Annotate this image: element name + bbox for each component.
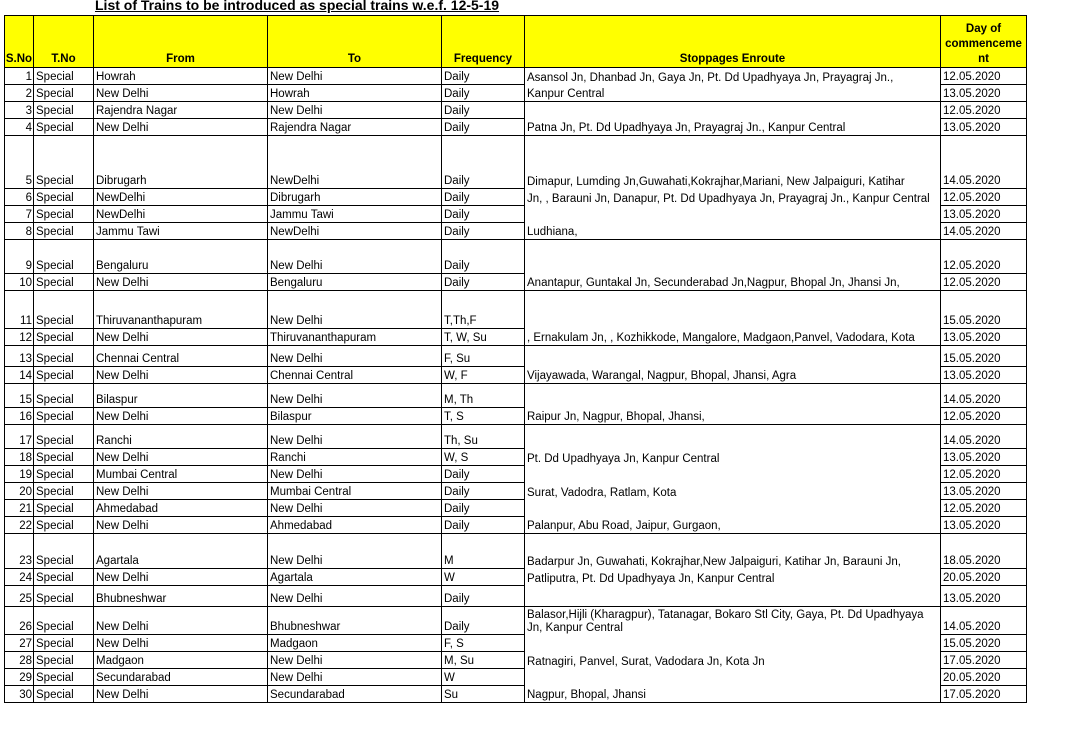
row-from: Ahmedabad <box>94 500 268 517</box>
row-to: Ahmedabad <box>268 517 442 534</box>
row-sno: 24 <box>5 569 34 586</box>
row-stoppages <box>525 102 941 119</box>
table-row <box>5 367 1027 384</box>
row-to: Rajendra Nagar <box>268 119 442 136</box>
table-row <box>5 466 1027 483</box>
row-sno: 2 <box>5 85 34 102</box>
row-from: New Delhi <box>94 85 268 102</box>
row-sno: 27 <box>5 635 34 652</box>
table-row <box>5 449 1027 466</box>
header-to: To <box>268 16 442 68</box>
row-sno: 16 <box>5 408 34 425</box>
row-stoppages: , Ernakulam Jn, , Kozhikkode, Mangalore, Madgaon,Panvel, Vadodara, Kota <box>525 329 941 346</box>
row-sno: 11 <box>5 291 34 329</box>
row-tno: Special <box>34 291 94 329</box>
row-tno: Special <box>34 408 94 425</box>
row-to: New Delhi <box>268 425 442 449</box>
row-to: Bengaluru <box>268 274 442 291</box>
row-tno: Special <box>34 367 94 384</box>
row-from: NewDelhi <box>94 189 268 206</box>
row-stoppages: Balasor,Hijli (Kharagpur), Tatanagar, Bokaro Stl City, Gaya, Pt. Dd Upadhyaya Jn, Kanpur Central <box>525 607 941 635</box>
row-frequency: Daily <box>442 517 525 534</box>
row-to: NewDelhi <box>268 136 442 189</box>
row-date: 15.05.2020 <box>941 346 1027 367</box>
row-from: Howrah <box>94 68 268 85</box>
row-sno: 19 <box>5 466 34 483</box>
row-from: NewDelhi <box>94 206 268 223</box>
row-stoppages <box>525 240 941 274</box>
table-row <box>5 500 1027 517</box>
row-from: New Delhi <box>94 119 268 136</box>
row-stoppages <box>525 425 941 449</box>
row-stoppages <box>525 466 941 483</box>
row-frequency: T, W, Su <box>442 329 525 346</box>
row-tno: Special <box>34 483 94 500</box>
row-frequency: M, Su <box>442 652 525 669</box>
table-row <box>5 240 1027 274</box>
row-to: New Delhi <box>268 534 442 569</box>
row-tno: Special <box>34 425 94 449</box>
table-row <box>5 669 1027 686</box>
row-date: 12.05.2020 <box>941 500 1027 517</box>
row-tno: Special <box>34 223 94 240</box>
row-from: Bengaluru <box>94 240 268 274</box>
row-tno: Special <box>34 206 94 223</box>
row-date: 14.05.2020 <box>941 223 1027 240</box>
row-to: Howrah <box>268 85 442 102</box>
row-stoppages: Asansol Jn, Dhanbad Jn, Gaya Jn, Pt. Dd Upadhyaya Jn, Prayagraj Jn., <box>525 68 941 85</box>
row-stoppages: Ludhiana, <box>525 223 941 240</box>
trains-table <box>4 15 1027 703</box>
row-from: Dibrugarh <box>94 136 268 189</box>
header-sno: S.No <box>5 16 34 68</box>
row-date: 13.05.2020 <box>941 85 1027 102</box>
row-from: New Delhi <box>94 635 268 652</box>
row-to: New Delhi <box>268 102 442 119</box>
row-stoppages: Nagpur, Bhopal, Jhansi <box>525 686 941 703</box>
row-date: 13.05.2020 <box>941 449 1027 466</box>
table-row <box>5 346 1027 367</box>
row-from: Mumbai Central <box>94 466 268 483</box>
row-tno: Special <box>34 85 94 102</box>
row-to: New Delhi <box>268 586 442 607</box>
row-date: 20.05.2020 <box>941 569 1027 586</box>
table-row <box>5 517 1027 534</box>
row-sno: 13 <box>5 346 34 367</box>
row-tno: Special <box>34 189 94 206</box>
table-row <box>5 569 1027 586</box>
row-stoppages <box>525 669 941 686</box>
row-from: New Delhi <box>94 686 268 703</box>
header-row <box>5 16 1027 68</box>
row-sno: 26 <box>5 607 34 635</box>
row-tno: Special <box>34 240 94 274</box>
row-to: New Delhi <box>268 466 442 483</box>
row-stoppages: Patliputra, Pt. Dd Upadhyaya Jn, Kanpur Central <box>525 569 941 586</box>
row-stoppages: Pt. Dd Upadhyaya Jn, Kanpur Central <box>525 449 941 466</box>
row-from: New Delhi <box>94 449 268 466</box>
row-tno: Special <box>34 119 94 136</box>
row-stoppages <box>525 206 941 223</box>
row-stoppages: Dimapur, Lumding Jn,Guwahati,Kokrajhar,Mariani, New Jalpaiguri, Katihar <box>525 136 941 189</box>
row-tno: Special <box>34 534 94 569</box>
table-row <box>5 223 1027 240</box>
row-tno: Special <box>34 384 94 408</box>
table-row <box>5 119 1027 136</box>
row-date: 12.05.2020 <box>941 68 1027 85</box>
row-sno: 30 <box>5 686 34 703</box>
row-frequency: Daily <box>442 240 525 274</box>
row-from: Madgaon <box>94 652 268 669</box>
row-date: 14.05.2020 <box>941 384 1027 408</box>
row-frequency: Daily <box>442 483 525 500</box>
row-frequency: Daily <box>442 466 525 483</box>
table-row <box>5 483 1027 500</box>
header-frequency: Frequency <box>442 16 525 68</box>
row-stoppages: Badarpur Jn, Guwahati, Kokrajhar,New Jalpaiguri, Katihar Jn, Barauni Jn, <box>525 534 941 569</box>
row-frequency: M, Th <box>442 384 525 408</box>
row-stoppages <box>525 384 941 408</box>
row-frequency: W <box>442 569 525 586</box>
row-date: 12.05.2020 <box>941 102 1027 119</box>
row-date: 15.05.2020 <box>941 635 1027 652</box>
row-sno: 9 <box>5 240 34 274</box>
table-row <box>5 189 1027 206</box>
row-date: 12.05.2020 <box>941 408 1027 425</box>
table-row <box>5 384 1027 408</box>
row-to: New Delhi <box>268 500 442 517</box>
row-frequency: Daily <box>442 102 525 119</box>
row-tno: Special <box>34 329 94 346</box>
row-from: Rajendra Nagar <box>94 102 268 119</box>
row-frequency: T,Th,F <box>442 291 525 329</box>
row-sno: 20 <box>5 483 34 500</box>
row-frequency: F, S <box>442 635 525 652</box>
header-tno: T.No <box>34 16 94 68</box>
row-date: 12.05.2020 <box>941 274 1027 291</box>
table-row <box>5 102 1027 119</box>
row-date: 14.05.2020 <box>941 136 1027 189</box>
row-tno: Special <box>34 449 94 466</box>
row-to: New Delhi <box>268 384 442 408</box>
header-commencement: Day of commenceme nt <box>941 16 1027 68</box>
row-frequency: Daily <box>442 136 525 189</box>
table-row <box>5 291 1027 329</box>
row-tno: Special <box>34 517 94 534</box>
row-frequency: W, S <box>442 449 525 466</box>
row-sno: 5 <box>5 136 34 189</box>
row-frequency: F, Su <box>442 346 525 367</box>
row-to: Secundarabad <box>268 686 442 703</box>
row-stoppages: Raipur Jn, Nagpur, Bhopal, Jhansi, <box>525 408 941 425</box>
table-row <box>5 68 1027 85</box>
row-from: New Delhi <box>94 329 268 346</box>
row-tno: Special <box>34 68 94 85</box>
row-from: Ranchi <box>94 425 268 449</box>
row-stoppages: Ratnagiri, Panvel, Surat, Vadodara Jn, Kota Jn <box>525 652 941 669</box>
row-stoppages: Patna Jn, Pt. Dd Upadhyaya Jn, Prayagraj Jn., Kanpur Central <box>525 119 941 136</box>
row-frequency: Daily <box>442 85 525 102</box>
row-to: New Delhi <box>268 240 442 274</box>
row-frequency: Daily <box>442 607 525 635</box>
row-sno: 25 <box>5 586 34 607</box>
row-sno: 23 <box>5 534 34 569</box>
row-sno: 7 <box>5 206 34 223</box>
table-row <box>5 635 1027 652</box>
row-frequency: Daily <box>442 68 525 85</box>
row-to: Agartala <box>268 569 442 586</box>
row-to: New Delhi <box>268 669 442 686</box>
row-frequency: W <box>442 669 525 686</box>
row-stoppages: Palanpur, Abu Road, Jaipur, Gurgaon, <box>525 517 941 534</box>
row-tno: Special <box>34 635 94 652</box>
table-row <box>5 329 1027 346</box>
table-row <box>5 652 1027 669</box>
row-from: Bilaspur <box>94 384 268 408</box>
row-to: Dibrugarh <box>268 189 442 206</box>
row-sno: 8 <box>5 223 34 240</box>
row-from: Chennai Central <box>94 346 268 367</box>
row-sno: 17 <box>5 425 34 449</box>
row-sno: 29 <box>5 669 34 686</box>
row-tno: Special <box>34 102 94 119</box>
table-row <box>5 206 1027 223</box>
row-sno: 4 <box>5 119 34 136</box>
row-date: 12.05.2020 <box>941 466 1027 483</box>
row-to: Ranchi <box>268 449 442 466</box>
document-title: List of Trains to be introduced as special trains w.e.f. 12-5-19 <box>95 0 500 13</box>
row-to: Mumbai Central <box>268 483 442 500</box>
row-to: Bilaspur <box>268 408 442 425</box>
header-from: From <box>94 16 268 68</box>
row-stoppages: Surat, Vadodra, Ratlam, Kota <box>525 483 941 500</box>
row-sno: 18 <box>5 449 34 466</box>
row-date: 13.05.2020 <box>941 586 1027 607</box>
row-frequency: Daily <box>442 119 525 136</box>
row-date: 12.05.2020 <box>941 189 1027 206</box>
row-frequency: M <box>442 534 525 569</box>
row-tno: Special <box>34 466 94 483</box>
row-frequency: Daily <box>442 223 525 240</box>
row-date: 18.05.2020 <box>941 534 1027 569</box>
row-sno: 21 <box>5 500 34 517</box>
row-tno: Special <box>34 607 94 635</box>
row-tno: Special <box>34 586 94 607</box>
row-from: New Delhi <box>94 483 268 500</box>
row-from: New Delhi <box>94 569 268 586</box>
row-sno: 3 <box>5 102 34 119</box>
row-from: Agartala <box>94 534 268 569</box>
table-row <box>5 136 1027 189</box>
row-date: 13.05.2020 <box>941 119 1027 136</box>
row-to: Jammu Tawi <box>268 206 442 223</box>
row-stoppages: Jn, , Barauni Jn, Danapur, Pt. Dd Upadhyaya Jn, Prayagraj Jn., Kanpur Central <box>525 189 941 206</box>
row-stoppages: Vijayawada, Warangal, Nagpur, Bhopal, Jhansi, Agra <box>525 367 941 384</box>
table-row <box>5 607 1027 635</box>
row-tno: Special <box>34 346 94 367</box>
row-stoppages <box>525 635 941 652</box>
row-sno: 12 <box>5 329 34 346</box>
row-to: New Delhi <box>268 291 442 329</box>
row-date: 17.05.2020 <box>941 652 1027 669</box>
row-tno: Special <box>34 686 94 703</box>
row-tno: Special <box>34 500 94 517</box>
row-sno: 10 <box>5 274 34 291</box>
row-sno: 1 <box>5 68 34 85</box>
row-from: New Delhi <box>94 517 268 534</box>
row-date: 15.05.2020 <box>941 291 1027 329</box>
row-frequency: T, S <box>442 408 525 425</box>
row-date: 13.05.2020 <box>941 206 1027 223</box>
row-date: 14.05.2020 <box>941 607 1027 635</box>
row-stoppages <box>525 291 941 329</box>
row-frequency: Daily <box>442 274 525 291</box>
row-from: New Delhi <box>94 274 268 291</box>
row-to: New Delhi <box>268 346 442 367</box>
row-date: 13.05.2020 <box>941 483 1027 500</box>
row-from: Jammu Tawi <box>94 223 268 240</box>
table-row <box>5 408 1027 425</box>
row-tno: Special <box>34 652 94 669</box>
row-date: 13.05.2020 <box>941 517 1027 534</box>
row-frequency: Daily <box>442 586 525 607</box>
row-sno: 6 <box>5 189 34 206</box>
row-stoppages <box>525 586 941 607</box>
row-date: 17.05.2020 <box>941 686 1027 703</box>
row-tno: Special <box>34 274 94 291</box>
row-stoppages: Kanpur Central <box>525 85 941 102</box>
table-row <box>5 534 1027 569</box>
table-row <box>5 274 1027 291</box>
row-to: NewDelhi <box>268 223 442 240</box>
table-row <box>5 85 1027 102</box>
row-from: New Delhi <box>94 607 268 635</box>
row-to: New Delhi <box>268 652 442 669</box>
row-from: Secundarabad <box>94 669 268 686</box>
table-row <box>5 686 1027 703</box>
row-stoppages <box>525 500 941 517</box>
row-frequency: Daily <box>442 189 525 206</box>
row-from: New Delhi <box>94 367 268 384</box>
row-sno: 14 <box>5 367 34 384</box>
row-to: New Delhi <box>268 68 442 85</box>
row-tno: Special <box>34 136 94 189</box>
header-stoppages: Stoppages Enroute <box>525 16 941 68</box>
row-stoppages: Anantapur, Guntakal Jn, Secunderabad Jn,Nagpur, Bhopal Jn, Jhansi Jn, <box>525 274 941 291</box>
row-frequency: Daily <box>442 500 525 517</box>
row-date: 12.05.2020 <box>941 240 1027 274</box>
row-to: Thiruvananthapuram <box>268 329 442 346</box>
row-frequency: W, F <box>442 367 525 384</box>
row-date: 20.05.2020 <box>941 669 1027 686</box>
row-to: Bhubneshwar <box>268 607 442 635</box>
row-to: Chennai Central <box>268 367 442 384</box>
row-frequency: Su <box>442 686 525 703</box>
row-frequency: Th, Su <box>442 425 525 449</box>
table-row <box>5 425 1027 449</box>
row-date: 14.05.2020 <box>941 425 1027 449</box>
row-sno: 22 <box>5 517 34 534</box>
row-to: Madgaon <box>268 635 442 652</box>
row-frequency: Daily <box>442 206 525 223</box>
row-from: Bhubneshwar <box>94 586 268 607</box>
row-sno: 15 <box>5 384 34 408</box>
row-date: 13.05.2020 <box>941 367 1027 384</box>
table-row <box>5 586 1027 607</box>
row-from: New Delhi <box>94 408 268 425</box>
row-tno: Special <box>34 569 94 586</box>
row-date: 13.05.2020 <box>941 329 1027 346</box>
row-sno: 28 <box>5 652 34 669</box>
row-tno: Special <box>34 669 94 686</box>
row-from: Thiruvananthapuram <box>94 291 268 329</box>
row-stoppages <box>525 346 941 367</box>
